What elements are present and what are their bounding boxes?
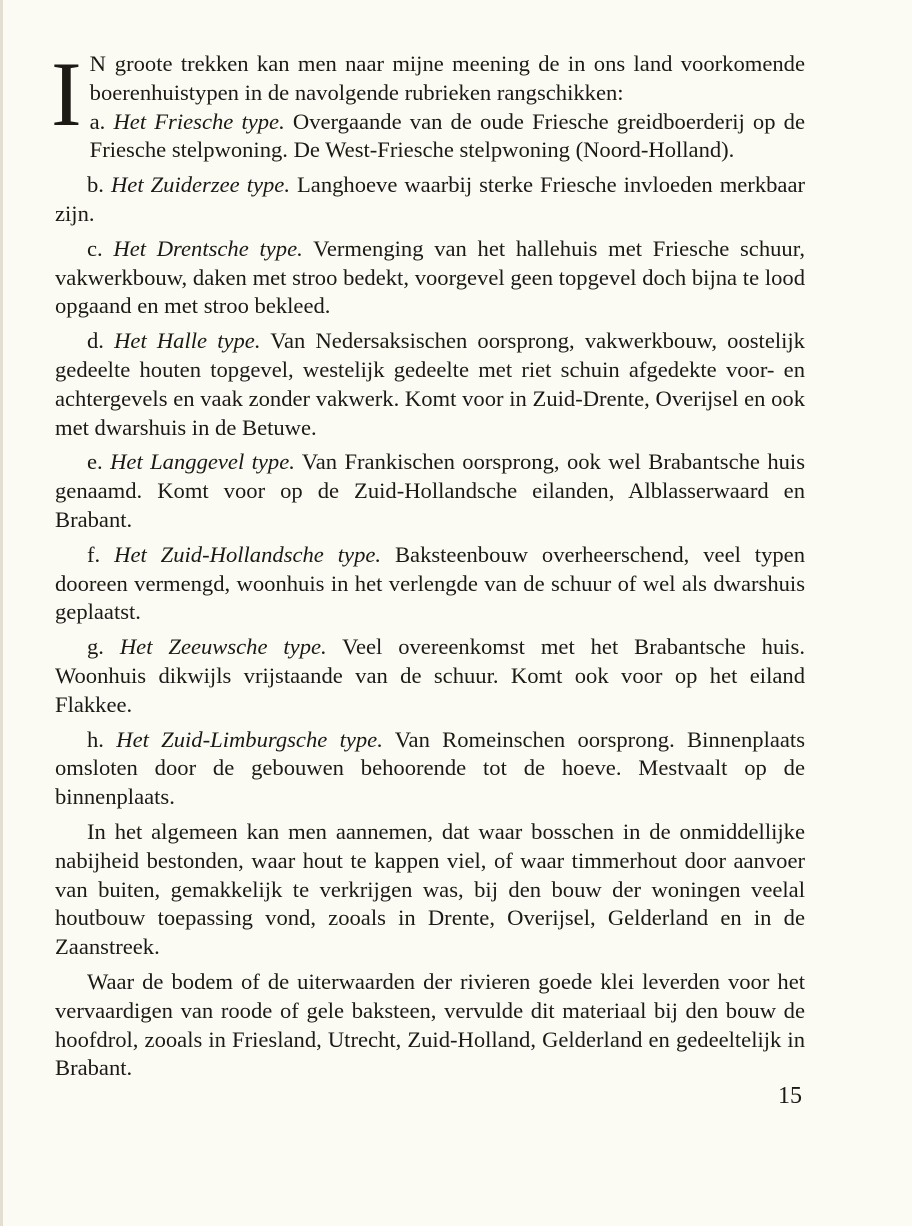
type-description: Veel overeenkomst met het Brabantsche huis. Woonhuis dikwijls vrijstaande van de schuur. Komt ook voor op het eiland Flakkee. [55, 634, 805, 717]
drop-cap: I [51, 43, 82, 145]
type-letter: b. [87, 172, 104, 198]
type-description: Baksteenbouw overheerschend, veel typen dooreen vermengd, woonhuis in het verlengde van de schuur of wel als dwarshuis geplaatst. [55, 541, 806, 625]
page-edge [0, 0, 3, 1226]
paragraph-clay: Waar de bodem of de uiterwaarden der rivieren goede klei leverden voor het vervaardigen van roode of gele baksteen, vervulde dit materiaal bij den bouw de hoofdrol, zooals in Friesland, Utrecht, Zuid-Holland, Gelderland en gedeeltelijk in Brabant. [55, 968, 805, 1081]
type-name: Het Zeeuwsche type. [119, 634, 327, 660]
type-entry-b [55, 171, 805, 229]
type-description: Van Frankischen oorsprong, ook wel Brabantsche huis genaamd. Komt voor op de Zuid-Hollandsche eilanden, Alblasserwaard en Brabant. [55, 449, 805, 532]
body-text [51, 43, 806, 1089]
type-letter: d. [87, 328, 104, 354]
type-letter: c. [87, 235, 103, 261]
intro-caps: N [89, 51, 107, 76]
type-name: Het Zuid-Limburgsche type. [116, 726, 383, 752]
type-name: Het Zuiderzee type. [110, 172, 290, 198]
type-description: Van Romeinschen oorsprong. Binnenplaats omsloten door de gebouwen behoorende tot de hoeve. Mestvaalt op de binnenplaats. [55, 726, 805, 810]
type-description: Langhoeve waarbij sterke Friesche invloeden merkbaar zijn. [55, 172, 805, 226]
type-description: Overgaande van de oude Friesche greidboerderij op de Friesche stelpwoning. De West-Friesche stelpwoning (Noord-Holland). [89, 108, 806, 163]
page-number: 15 [778, 1083, 802, 1109]
type-name: Het Halle type. [114, 328, 261, 354]
type-description: Vermenging van het hallehuis met Friesche schuur, vakwerkbouw, daken met stroo bedekt, voorgevel geen topgevel doch bijna te lood opgaand en met stroo bekleed. [55, 235, 805, 319]
type-letter: g. [87, 634, 104, 660]
type-entry-d [55, 327, 805, 442]
type-letter: f. [87, 541, 101, 567]
intro-paragraph [51, 43, 806, 165]
type-name: Het Zuid-Hollandsche type. [114, 541, 382, 567]
type-entry-f [55, 541, 805, 627]
type-name: Het Friesche type. [113, 108, 285, 134]
intro-text: groote trekken kan men naar mijne meening de in ons land voorkomende boerenhuistypen in de navolgende rubrieken rangschikken: [89, 51, 805, 105]
type-letter: e. [87, 449, 103, 475]
paragraph-wood: In het algemeen kan men aannemen, dat waar bosschen in de onmiddellijke nabijheid bestonden, waar hout te kappen viel, of waar timmerhout door aanvoer van buiten, gemakkelijk te verkrijgen was, bij den bouw der woningen veelal houtbouw toepassing vond, zooals in Drente, Overijsel, Gelderland en in de Zaanstreek. [55, 818, 805, 960]
type-entry-c [55, 235, 805, 321]
type-entry-g [55, 633, 805, 719]
type-name: Het Drentsche type. [113, 235, 303, 261]
type-letter: h. [87, 726, 104, 752]
type-entry-h [55, 726, 805, 812]
type-letter: a. [89, 108, 106, 134]
type-name: Het Langgevel type. [110, 449, 295, 475]
type-entry-e [55, 448, 805, 534]
type-description: Van Nedersaksischen oorsprong, vakwerkbouw, oostelijk gedeelte houten topgevel, westelijk gedeelte met riet schuin afgedekte voor- en achtergevels en vaak zonder vakwerk. Komt voor in Zuid-Drente, Overijsel en ook met dwarshuis in de Betuwe. [55, 328, 805, 440]
